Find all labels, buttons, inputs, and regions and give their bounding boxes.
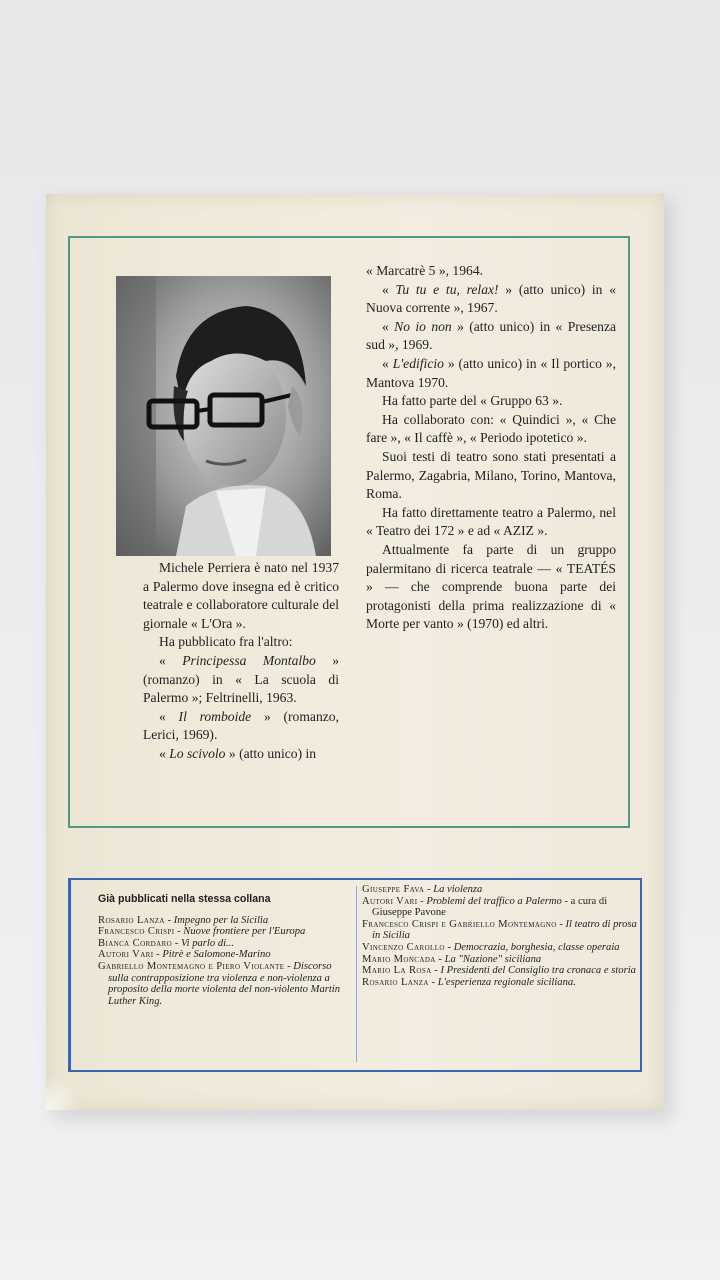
series-title: Già pubblicati nella stessa collana [98, 893, 271, 905]
series-entry: Bianca Cordaro - Vi parlo di... [98, 937, 235, 949]
series-entry: Mario La Rosa - I Presidenti del Consiglio tra cronaca e storia [362, 965, 636, 977]
author-photo [116, 276, 331, 556]
series-entry: Autori Vari - Pitrè e Salomone-Marino [98, 949, 271, 961]
bio-paragraph: « Principessa Montalbo » (romanzo) in « La scuola di Palermo »; Feltrinelli, 1963. [143, 652, 339, 706]
worn-corner [46, 1075, 82, 1110]
series-entry: Vincenzo Carollo - Democrazia, borghesia, classe operaia [362, 941, 620, 953]
bio-paragraph: « Lo scivolo » (atto unico) in [159, 745, 317, 761]
bio-paragraph: « Marcatrè 5 », 1964. [366, 263, 484, 278]
series-entry: Rosario Lanza - Impegno per la Sicilia [98, 914, 269, 926]
bio-paragraph: Michele Perriera è nato nel 1937 a Palermo dove insegna ed è critico teatrale e collaboratore culturale del giornale « L'Ora ». [143, 560, 339, 631]
series-entry: Giuseppe Fava - La violenza [362, 884, 483, 895]
bio-left-column [143, 559, 339, 764]
series-entry: Gabriello Montemagno e Piero Violante - Discorso sulla contrapposizione tra violenza e non-violenza a proposito della morte violenta del non-violento Martin Luther King. [98, 960, 341, 1007]
series-entry: Mario Moncada - La "Nazione" siciliana [362, 953, 542, 965]
bio-paragraph: Attualmente fa parte di un gruppo palermitano di ricerca teatrale — « TEATÉS » — che comprende buona parte dei protagonisti della prima realizzazione di « Morte per vanto » (1970) ed altri. [366, 541, 616, 632]
series-left-column [98, 894, 348, 1007]
bio-paragraph: Ha collaborato con: « Quindici », « Che fare », « Il caffè », « Periodo ipotetico ». [366, 411, 616, 446]
series-entry: Rosario Lanza - L'esperienza regionale siciliana. [362, 976, 576, 988]
series-entry: Francesco Crispi e Gabriello Montemagno - Il teatro di prosa in Sicilia [362, 918, 637, 942]
column-divider [356, 886, 357, 1062]
bio-right-column [366, 262, 616, 634]
series-entry: Autori Vari - Problemi del traffico a Palermo - a cura di Giuseppe Pavone [362, 895, 608, 919]
bio-paragraph: « No io non » (atto unico) in « Presenza sud », 1969. [366, 318, 617, 353]
series-right-column [362, 884, 637, 988]
bio-paragraph: « Il romboide » (romanzo, Lerici, 1969). [143, 708, 339, 743]
bio-paragraph: Ha fatto parte del « Gruppo 63 ». [382, 393, 563, 409]
bio-paragraph: Ha pubblicato fra l'altro: [159, 634, 293, 650]
bio-paragraph: « L'edificio » (atto unico) in « Il portico », Mantova 1970. [366, 355, 616, 390]
bio-paragraph: Suoi testi di teatro sono stati presentati a Palermo, Zagabria, Milano, Torino, Mantova, Roma. [366, 448, 616, 502]
bio-paragraph: Ha fatto direttamente teatro a Palermo, nel « Teatro dei 172 » e ad « AZIZ ». [366, 504, 616, 539]
bio-paragraph: « Tu tu e tu, relax! » (atto unico) in « Nuova corrente », 1967. [366, 281, 617, 316]
series-entry: Francesco Crispi - Nuove frontiere per l'Europa [98, 926, 306, 938]
